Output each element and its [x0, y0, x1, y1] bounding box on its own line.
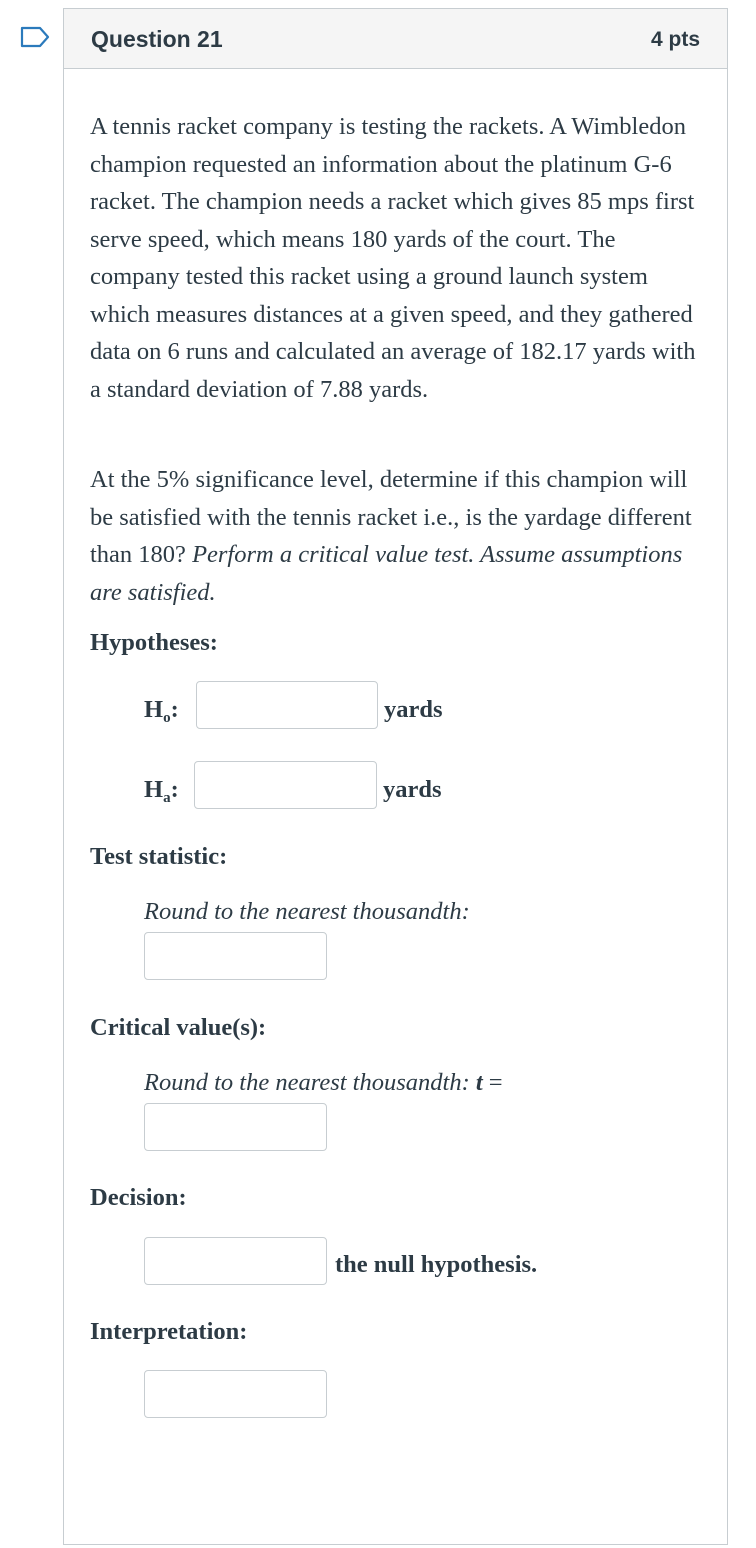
- question-header: [64, 9, 727, 69]
- alternative-hypothesis-symbol: H: [144, 776, 164, 803]
- null-hypothesis-symbol: H: [144, 696, 164, 723]
- bookmark-flag-icon[interactable]: [20, 26, 50, 48]
- question-paragraph-2-text: At the 5% significance level, determine if this champion will be satisfied with the tennis racket i.e., is the yardage different than 180?: [90, 466, 692, 568]
- critical-values-hint: [144, 1069, 503, 1097]
- question-paragraph-2: [90, 461, 710, 611]
- test-statistic-heading: Test statistic:: [90, 843, 228, 870]
- null-hypothesis-subscript: o: [163, 710, 171, 726]
- decision-input[interactable]: [144, 1237, 327, 1285]
- interpretation-input[interactable]: [144, 1370, 327, 1418]
- hypotheses-heading: Hypotheses:: [90, 629, 218, 656]
- question-title: Question 21: [91, 26, 223, 52]
- test-statistic-input[interactable]: [144, 932, 327, 980]
- null-hypothesis-unit: yards: [384, 696, 443, 723]
- decision-heading: Decision:: [90, 1184, 187, 1211]
- alternative-hypothesis-unit: yards: [383, 776, 442, 803]
- critical-values-heading: Critical value(s):: [90, 1014, 267, 1041]
- null-hypothesis-input[interactable]: [196, 681, 378, 729]
- question-paragraph-1: A tennis racket company is testing the rackets. A Wimbledon champion requested an information about the platinum G-6 racket. The champion needs a racket which gives 85 mps first serve speed, which means 180 yards of the court. The company tested this racket using a ground launch system which measures distances at a given speed, and they gathered data on 6 runs and calculated an average of 182.17 yards with a standard deviation of 7.88 yards.: [90, 113, 696, 403]
- critical-values-variable: t: [475, 1069, 483, 1096]
- alternative-hypothesis-subscript: a: [163, 790, 171, 806]
- critical-values-equals: =: [488, 1069, 503, 1096]
- question-points: 4 pts: [650, 28, 700, 51]
- interpretation-heading: Interpretation:: [90, 1318, 248, 1345]
- critical-values-hint-text: Round to the nearest thousandth:: [144, 1069, 470, 1096]
- test-statistic-hint: Round to the nearest thousandth:: [144, 898, 470, 925]
- alternative-hypothesis-label: $H_a$:: [144, 776, 179, 806]
- question-paragraph-2-instructions: Perform a critical value test. Assume assumptions are satisfied.: [90, 541, 683, 606]
- decision-suffix: the null hypothesis.: [335, 1251, 538, 1278]
- alternative-hypothesis-input[interactable]: [194, 761, 377, 809]
- critical-values-input[interactable]: [144, 1103, 327, 1151]
- null-hypothesis-label: $H_o$:: [144, 696, 179, 726]
